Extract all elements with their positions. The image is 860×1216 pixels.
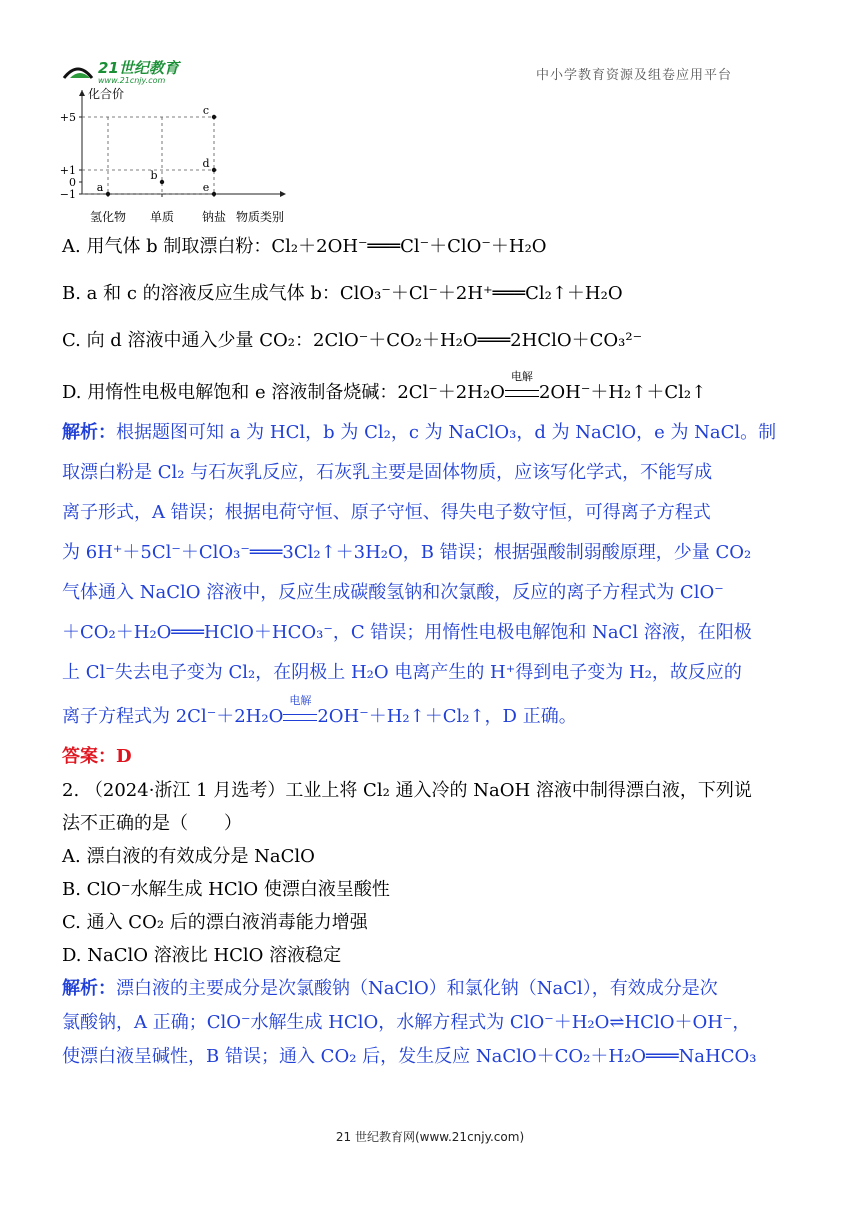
point-c (212, 115, 216, 119)
y-axis-label: 化合价 (88, 87, 125, 101)
q2-option-b: B. ClO⁻水解生成 HClO 使漂白液呈酸性 (62, 879, 390, 900)
q1-option-b: B. a 和 c 的溶液反应生成气体 b：ClO₃⁻＋Cl⁻＋2H⁺═══Cl₂↑＋H₂O (62, 283, 623, 304)
q1-exp-label: 解析： (62, 422, 116, 443)
electrolysis-sign-2: 电解 (283, 706, 317, 728)
electrolysis-sign (505, 370, 539, 404)
q1-option-d-post: 2OH⁻＋H₂↑＋Cl₂↑ (538, 382, 707, 403)
q2-stem-2: 法不正确的是（ ） (62, 813, 242, 834)
q2-option-d: D. NaClO 溶液比 HClO 溶液稳定 (62, 945, 342, 966)
q1-answer: 答案：D (62, 746, 132, 767)
valence-chart (56, 84, 316, 236)
q1-option-d-pre: D. 用惰性电极电解饱和 e 溶液制备烧碱：2Cl⁻＋2H₂O (62, 382, 505, 403)
page-footer: 21 世纪教育网(www.21cnjy.com) (335, 1130, 525, 1144)
point-b (160, 180, 164, 184)
point-label-c: c (202, 104, 210, 117)
y-tick-label: 0 (69, 176, 76, 189)
q2-exp-line-3: 使漂白液呈碱性，B 错误；通入 CO₂ 后，发生反应 NaClO＋CO₂＋H₂O═══NaHCO₃ (62, 1046, 757, 1067)
q1-option-c: C. 向 d 溶液中通入少量 CO₂：2ClO⁻＋CO₂＋H₂O═══2HClO＋CO₃²⁻ (62, 330, 643, 351)
y-axis-arrow (79, 90, 85, 96)
y-tick-label: −1 (59, 188, 76, 201)
x-axis-label: 物质类别 (236, 210, 285, 224)
point-label-b: b (150, 169, 158, 182)
q1-exp-line-4: 为 6H⁺＋5Cl⁻＋ClO₃⁻═══3Cl₂↑＋3H₂O，B 错误；根据强酸制弱酸原理，少量 CO₂ (62, 542, 752, 563)
q2-stem-1: 2. （2024·浙江 1 月选考）工业上将 Cl₂ 通入冷的 NaOH 溶液中制得漂白液，下列说 (62, 780, 752, 801)
x-tick-label: 氢化物 (89, 210, 127, 224)
q1-exp-line-5: 气体通入 NaClO 溶液中，反应生成碳酸氢钠和次氯酸，反应的离子方程式为 ClO⁻ (62, 582, 724, 603)
electrolysis-label: 电解 (510, 370, 533, 383)
q1-exp-line-6: ＋CO₂＋H₂O═══HClO＋HCO₃⁻，C 错误；用惰性电极电解饱和 NaCl 溶液，在阳极 (62, 622, 752, 643)
q1-exp-line-3: 离子形式，A 错误；根据电荷守恒、原子守恒、得失电子数守恒，可得离子方程式 (62, 502, 711, 523)
header-platform-text: 中小学教育资源及组卷应用平台 (536, 68, 733, 83)
point-label-d: d (202, 157, 210, 170)
chart-svg (56, 84, 316, 232)
q2-option-a: A. 漂白液的有效成分是 NaClO (62, 846, 315, 867)
q1-option-a: A. 用气体 b 制取漂白粉：Cl₂＋2OH⁻═══Cl⁻＋ClO⁻＋H₂O (62, 236, 547, 257)
logo-text: 21世纪教育 (98, 59, 179, 77)
point-a (106, 192, 110, 196)
site-logo (62, 56, 222, 86)
q2-exp-label: 解析： (62, 978, 116, 999)
q1-exp-line-8: 离子方程式为 2Cl⁻＋2H₂O 电解 2OH⁻＋H₂↑＋Cl₂↑，D 正确。 (62, 694, 577, 727)
q2-exp-line-2: 氯酸钠，A 正确；ClO⁻水解生成 HClO，水解方程式为 ClO⁻＋H₂O⇌HClO＋OH⁻， (62, 1012, 751, 1033)
q1-exp-line-7: 上 Cl⁻失去电子变为 Cl₂，在阴极上 H₂O 电离产生的 H⁺得到电子变为 H₂，故反应的 (62, 662, 742, 683)
y-tick-label: +1 (59, 164, 76, 177)
x-tick-label: 单质 (149, 210, 175, 224)
point-label-a: a (96, 181, 104, 194)
q1-exp-line-2: 取漂白粉是 Cl₂ 与石灰乳反应，石灰乳主要是固体物质，应该写化学式，不能写成 (62, 462, 713, 483)
point-e (212, 192, 216, 196)
y-tick-label: +5 (59, 111, 76, 124)
x-axis-arrow (280, 191, 286, 197)
q1-option-d (62, 370, 707, 404)
q2-exp-line-1: 解析：漂白液的主要成分是次氯酸钠（NaClO）和氯化钠（NaCl），有效成分是次 (62, 978, 718, 999)
x-tick-label: 钠盐 (201, 210, 227, 224)
point-d (212, 168, 216, 172)
point-label-e: e (202, 181, 210, 194)
q1-exp-line-1: 解析：根据题图可知 a 为 HCl，b 为 Cl₂，c 为 NaClO₃，d 为 NaClO，e 为 NaCl。制 (62, 422, 777, 443)
logo-url: www.21cnjy.com (98, 76, 166, 85)
q2-option-c: C. 通入 CO₂ 后的漂白液消毒能力增强 (62, 912, 368, 933)
